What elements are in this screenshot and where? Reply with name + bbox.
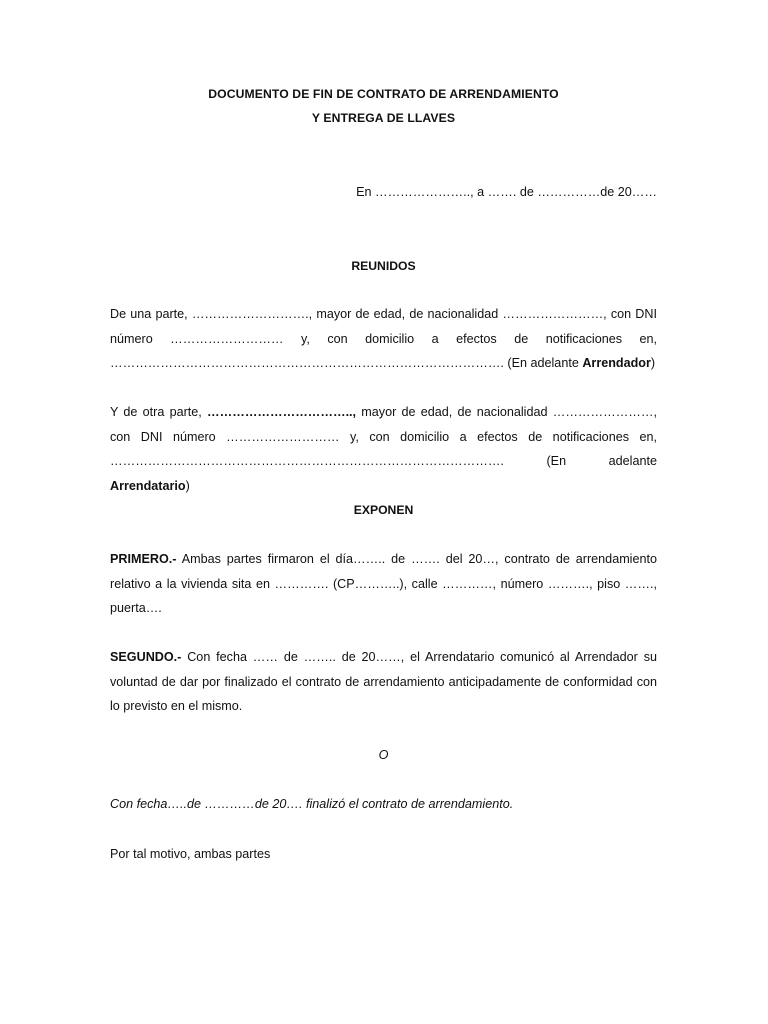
clause-segundo-text: Con fecha …… de …….. de 20……, el Arrendatario comunicó al Arrendador su voluntad de dar por finalizado el contrato de arrendamiento anticipadamente de conformidad con lo previsto en el mismo. bbox=[110, 650, 657, 713]
party-arrendatario-close: ) bbox=[185, 478, 190, 493]
heading-exponen: EXPONEN bbox=[353, 503, 414, 517]
party-arrendatario-role: Arrendatario bbox=[110, 478, 186, 493]
alternative-clause: Con fecha…..de …………de 20…. finalizó el contrato de arrendamiento. bbox=[110, 797, 514, 811]
clause-segundo-label: SEGUNDO.- bbox=[110, 650, 182, 664]
alternative-marker: O bbox=[378, 748, 389, 762]
clause-primero-text: Ambas partes firmaron el día…….. de ……. del 20…, contrato de arrendamiento relativo a la vivienda sita en …………. (CP………..), calle …………, número ………., piso ……., puerta…. bbox=[110, 552, 657, 615]
party-arrendador-close: ) bbox=[650, 356, 656, 370]
party-arrendatario-name-placeholder: …………………………….., bbox=[207, 405, 357, 419]
heading-reunidos: REUNIDOS bbox=[351, 259, 416, 273]
clause-primero-paragraph bbox=[110, 547, 657, 621]
document-title-line-1: DOCUMENTO DE FIN DE CONTRATO DE ARRENDAMIENTO bbox=[208, 87, 559, 101]
party-arrendatario-paragraph bbox=[110, 400, 657, 498]
party-arrendatario-intro: Y de otra parte, bbox=[110, 405, 208, 419]
document-title-line-2: Y ENTREGA DE LLAVES bbox=[311, 111, 456, 125]
closing-text: Por tal motivo, ambas partes bbox=[110, 847, 271, 861]
clause-primero-label: PRIMERO.- bbox=[110, 552, 177, 566]
clause-segundo-paragraph bbox=[110, 645, 657, 719]
party-arrendatario-text: mayor de edad, de nacionalidad ……………………, con DNI número ……………………… y, con domicilio a efectos de notificaciones en, …………………………………………………………………………………. (En adelante bbox=[110, 405, 657, 468]
party-arrendador-paragraph bbox=[110, 302, 657, 376]
place-date-line: En ………………….., a ……. de ……………de 20…… bbox=[356, 185, 657, 199]
party-arrendador-text: De una parte, ………………………., mayor de edad, de nacionalidad ……………………, con DNI número ……………………… y, con domicilio a efectos de notificaciones en, …………………………………………………………………………………. (En adelante bbox=[110, 307, 657, 370]
party-arrendador-role: Arrendador bbox=[582, 356, 651, 370]
